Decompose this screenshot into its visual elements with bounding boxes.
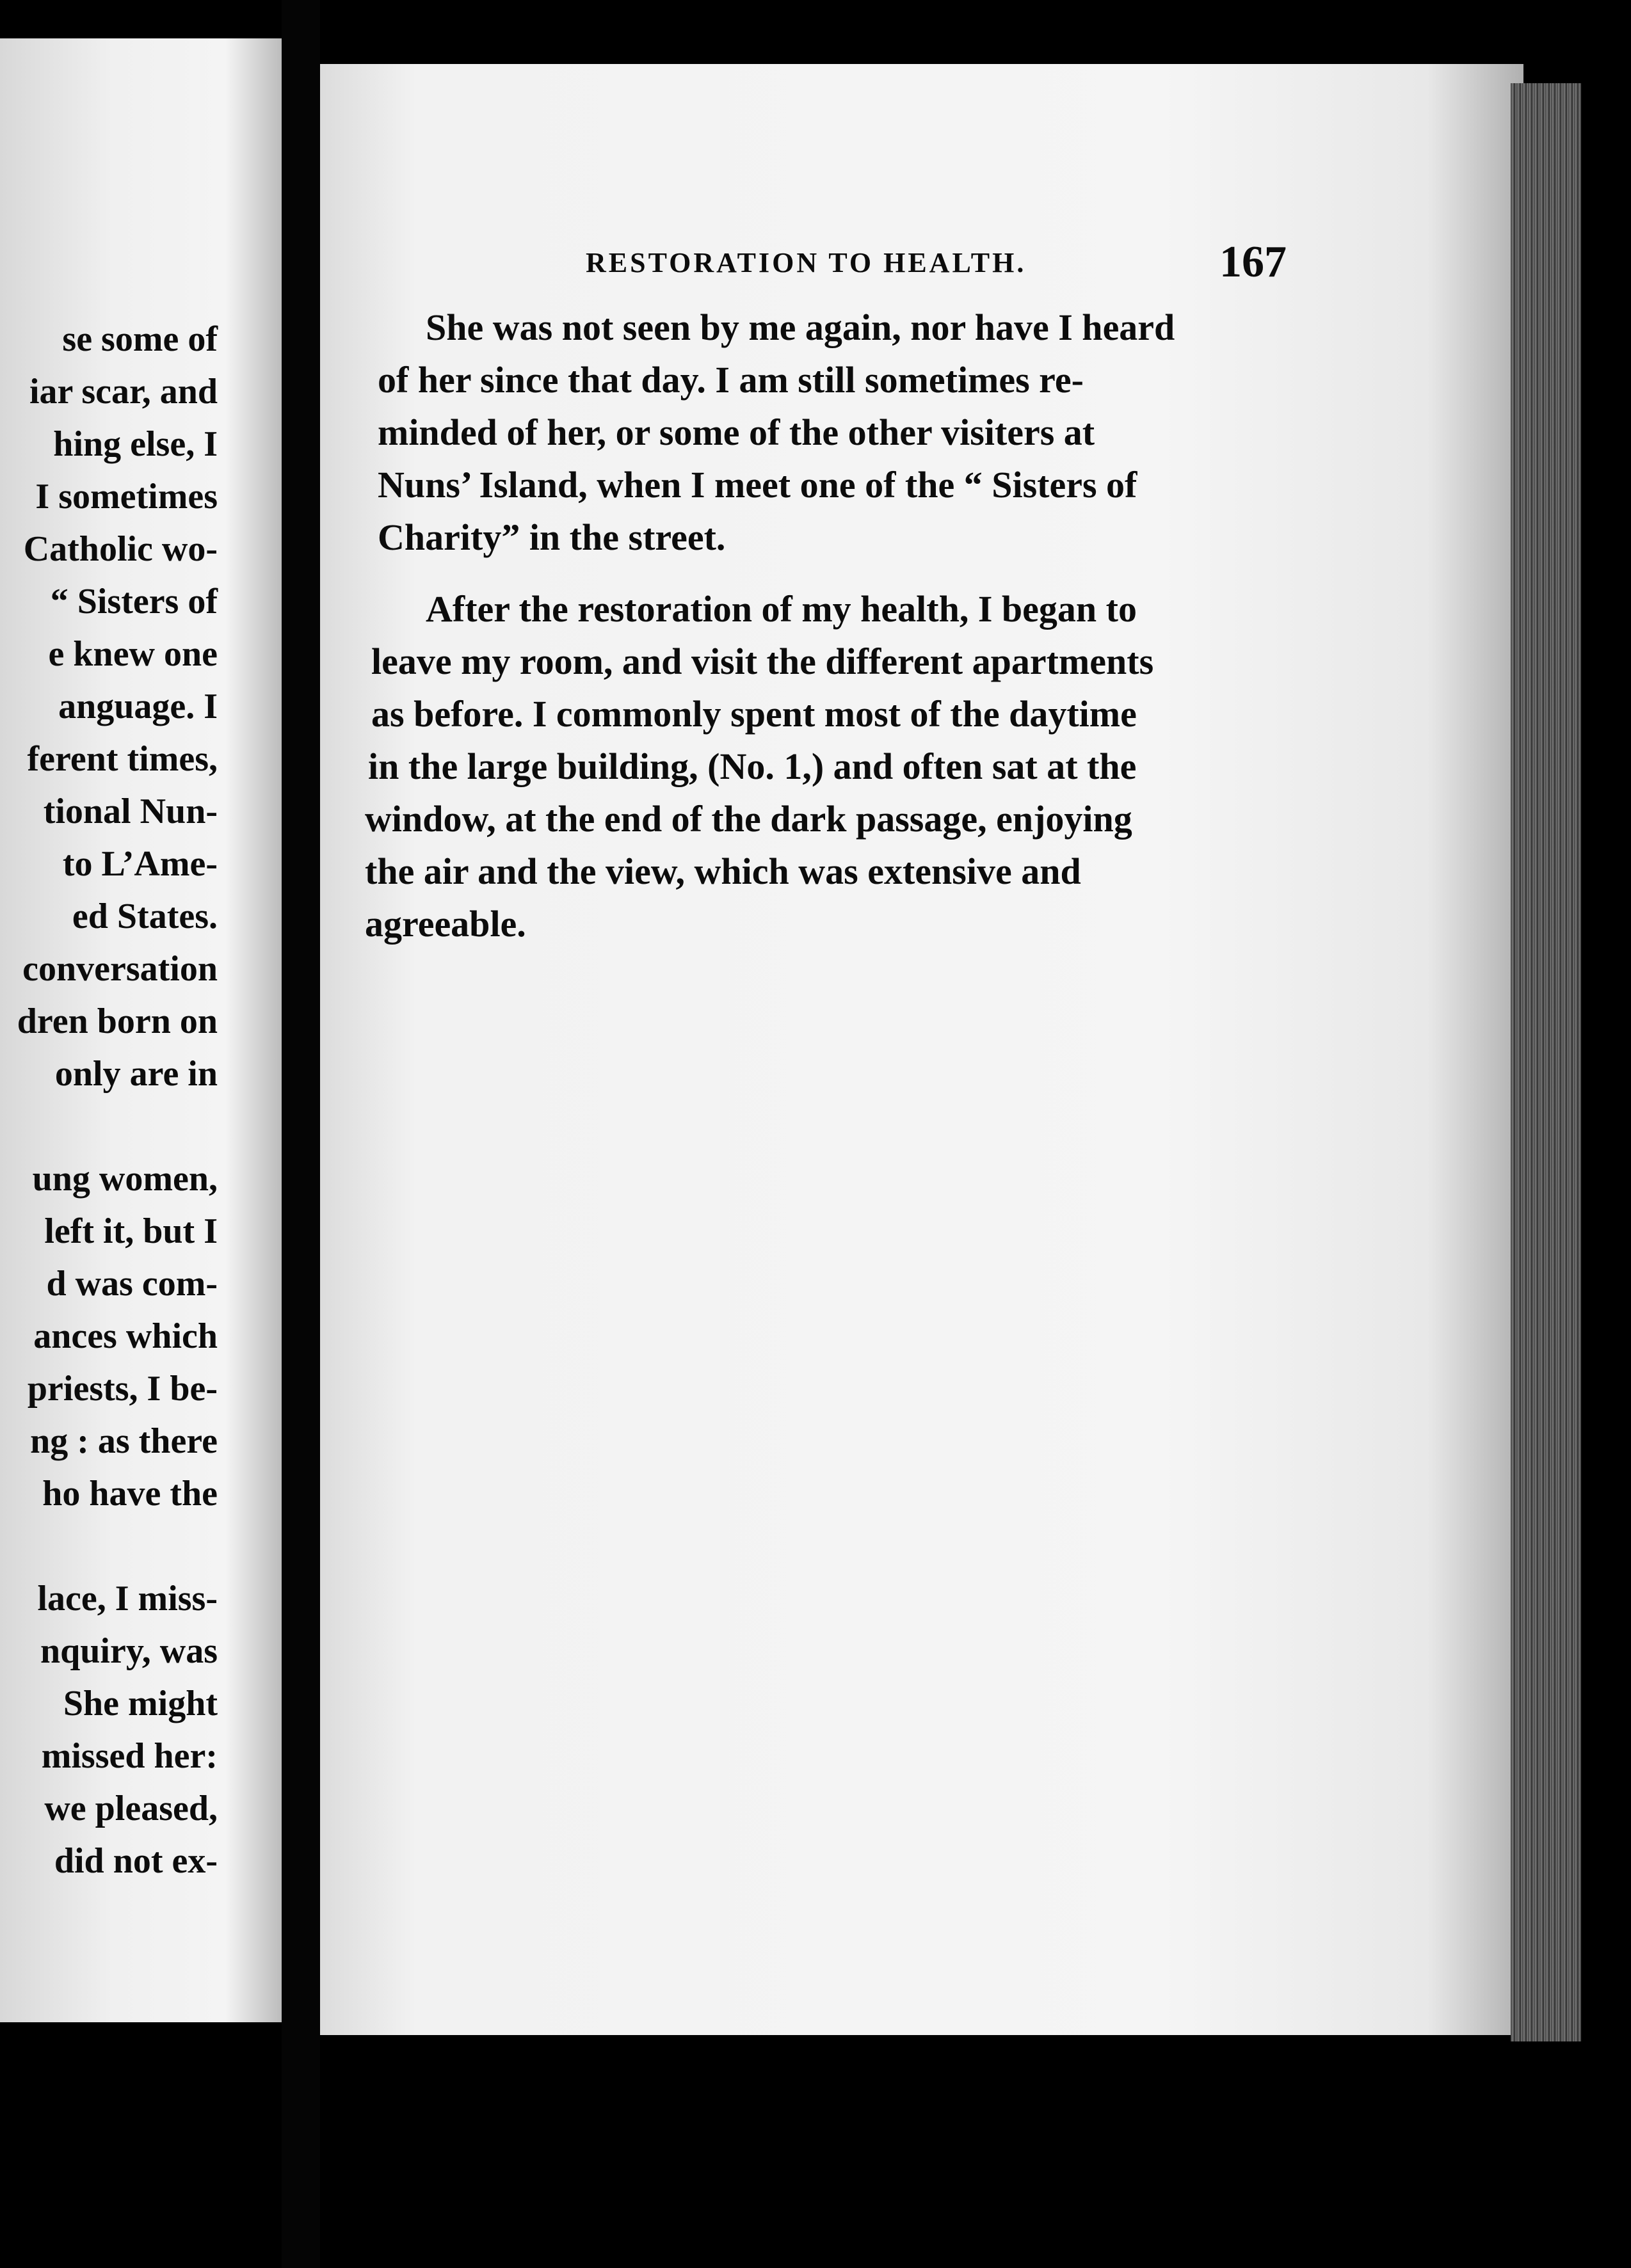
text-line: in the large building, (No. 1,) and often sat at the <box>368 746 1137 787</box>
page-number: 167 <box>1219 237 1287 287</box>
left-page-line: nquiry, was <box>40 1631 218 1671</box>
text-line: of her since that day. I am still sometimes re- <box>378 359 1084 401</box>
text-line: leave my room, and visit the different apartments <box>371 641 1154 682</box>
left-page-line: left it, but I <box>44 1211 218 1251</box>
text-line: as before. I commonly spent most of the daytime <box>371 693 1137 735</box>
book-gutter <box>282 0 320 2268</box>
left-page-line: Catholic wo- <box>23 529 218 569</box>
left-page-line: missed her: <box>41 1736 218 1776</box>
left-page-line: conversation <box>22 949 218 989</box>
left-page <box>0 38 282 2022</box>
left-page-line: d was com- <box>46 1264 218 1304</box>
left-page-line: ng : as there <box>30 1421 218 1461</box>
left-page-line: priests, I be- <box>27 1369 218 1409</box>
left-page-line: iar scar, and <box>29 372 218 411</box>
left-page-line: e knew one <box>48 634 218 674</box>
left-page-line: ances which <box>33 1316 218 1356</box>
left-page-line: “ Sisters of <box>50 582 218 621</box>
left-page-line: anguage. I <box>58 687 218 726</box>
left-page-line: dren born on <box>17 1002 218 1041</box>
running-head: RESTORATION TO HEALTH. <box>586 247 1027 278</box>
left-page-line: I sometimes <box>35 477 218 516</box>
text-line: She was not seen by me again, nor have I heard <box>426 307 1175 348</box>
text-line: minded of her, or some of the other visiters at <box>378 411 1095 453</box>
left-page-line: tional Nun- <box>43 792 218 831</box>
left-page-line: She might <box>63 1684 218 1723</box>
text-line: Nuns’ Island, when I meet one of the “ Sisters of <box>378 464 1137 506</box>
left-page-line: ung women, <box>32 1159 218 1199</box>
left-page-line: we pleased, <box>44 1789 218 1828</box>
left-page-line: ho have the <box>42 1474 218 1513</box>
left-page-line: se some of <box>62 319 218 359</box>
text-line: After the restoration of my health, I began to <box>426 588 1137 630</box>
text-line: window, at the end of the dark passage, enjoying <box>365 798 1132 840</box>
text-line: the air and the view, which was extensive and <box>365 850 1081 892</box>
left-page-line: to L’Ame- <box>62 844 218 884</box>
left-page-line: hing else, I <box>53 424 218 464</box>
text-line: Charity” in the street. <box>378 516 726 558</box>
left-page-line: only are in <box>54 1054 218 1094</box>
left-page-line: did not ex- <box>54 1841 218 1881</box>
left-page-line: ferent times, <box>27 739 218 779</box>
left-page-line: lace, I miss- <box>37 1579 218 1618</box>
left-page-line: ed States. <box>72 897 218 936</box>
text-line: agreeable. <box>365 903 526 945</box>
page-edges <box>1511 83 1581 2041</box>
